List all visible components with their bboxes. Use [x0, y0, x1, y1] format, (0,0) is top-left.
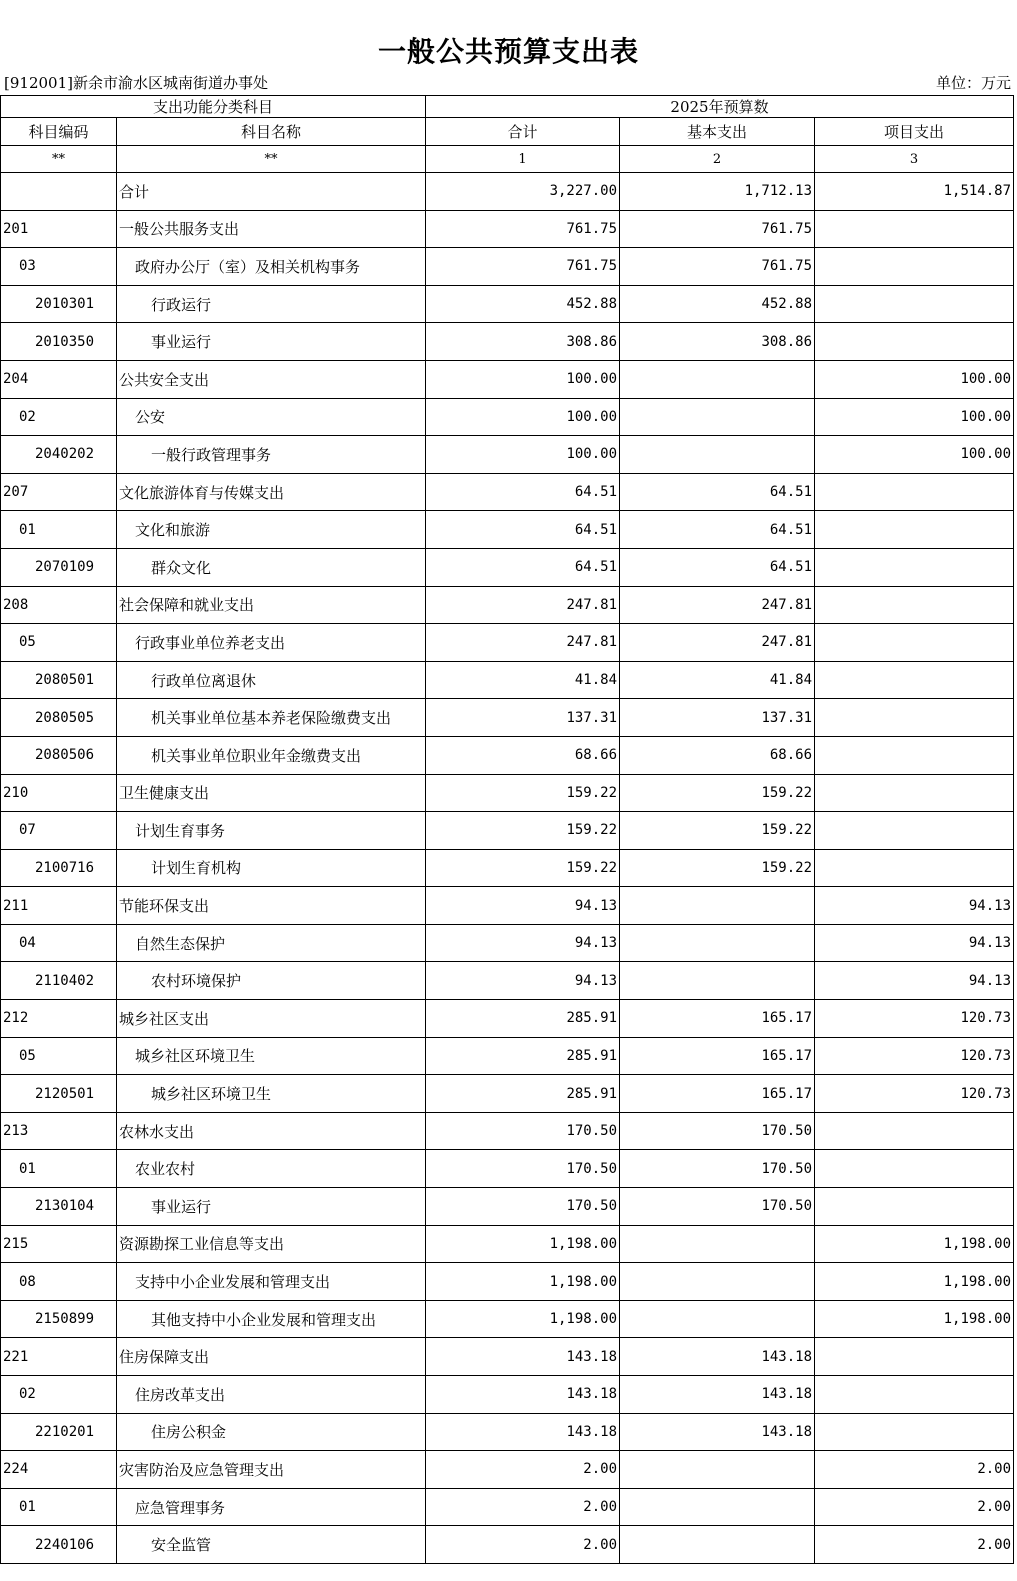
row-name: 住房保障支出 [117, 1338, 426, 1376]
table-row [1, 473, 1014, 511]
header-project: 项目支出 [815, 118, 1014, 146]
row-basic: 170.50 [620, 1150, 815, 1188]
row-project: 120.73 [815, 1037, 1014, 1075]
row-total: 761.75 [426, 248, 620, 286]
row-project: 2.00 [815, 1451, 1014, 1489]
row-basic: 64.51 [620, 473, 815, 511]
row-basic [620, 924, 815, 962]
row-code: 02 [1, 1376, 117, 1414]
row-code: 2100716 [1, 849, 117, 887]
row-total: 247.81 [426, 624, 620, 662]
row-project: 100.00 [815, 398, 1014, 436]
row-project: 2.00 [815, 1526, 1014, 1564]
row-name: 农村环境保护 [117, 962, 426, 1000]
row-total: 159.22 [426, 774, 620, 812]
row-total: 1,198.00 [426, 1300, 620, 1338]
row-name: 灾害防治及应急管理支出 [117, 1451, 426, 1489]
row-code: 201 [1, 210, 117, 248]
row-total: 285.91 [426, 1075, 620, 1113]
row-project [815, 285, 1014, 323]
row-project [815, 323, 1014, 361]
row-basic: 170.50 [620, 1188, 815, 1226]
row-name: 机关事业单位基本养老保险缴费支出 [117, 699, 426, 737]
row-project [815, 1150, 1014, 1188]
row-total: 100.00 [426, 360, 620, 398]
row-project [815, 1112, 1014, 1150]
row-project [815, 624, 1014, 662]
header-basic: 基本支出 [620, 118, 815, 146]
table-row [1, 812, 1014, 850]
row-basic [620, 1263, 815, 1301]
row-project [815, 1188, 1014, 1226]
row-project: 1,198.00 [815, 1263, 1014, 1301]
row-name: 文化和旅游 [117, 511, 426, 549]
row-total: 761.75 [426, 210, 620, 248]
row-name: 事业运行 [117, 323, 426, 361]
row-project [815, 661, 1014, 699]
row-project [815, 210, 1014, 248]
unit-label: 单位：万元 [935, 74, 1011, 92]
row-code: 2150899 [1, 1300, 117, 1338]
row-code: 204 [1, 360, 117, 398]
table-row [1, 774, 1014, 812]
header-code: 科目编码 [1, 118, 117, 146]
page-title: 一般公共预算支出表 [377, 35, 639, 68]
row-total: 170.50 [426, 1150, 620, 1188]
row-basic [620, 436, 815, 474]
table-row [1, 586, 1014, 624]
row-name: 其他支持中小企业发展和管理支出 [117, 1300, 426, 1338]
table-row [1, 398, 1014, 436]
row-name: 自然生态保护 [117, 924, 426, 962]
row-name: 文化旅游体育与传媒支出 [117, 473, 426, 511]
table-row [1, 1112, 1014, 1150]
row-total: 137.31 [426, 699, 620, 737]
row-total: 159.22 [426, 812, 620, 850]
table-row [1, 360, 1014, 398]
row-total: 2.00 [426, 1451, 620, 1489]
row-total: 3,227.00 [426, 173, 620, 211]
row-code: 03 [1, 248, 117, 286]
table-row [1, 624, 1014, 662]
row-name: 政府办公厅（室）及相关机构事务 [117, 248, 426, 286]
table-row [1, 1263, 1014, 1301]
row-basic: 247.81 [620, 586, 815, 624]
row-total: 143.18 [426, 1376, 620, 1414]
header-index-code: ** [1, 146, 117, 173]
row-name: 一般行政管理事务 [117, 436, 426, 474]
row-basic [620, 887, 815, 925]
table-row [1, 285, 1014, 323]
row-total: 308.86 [426, 323, 620, 361]
row-code: 215 [1, 1225, 117, 1263]
row-basic [620, 1488, 815, 1526]
row-name: 计划生育机构 [117, 849, 426, 887]
table-row [1, 1225, 1014, 1263]
row-total: 1,198.00 [426, 1225, 620, 1263]
row-project [815, 736, 1014, 774]
row-name: 支持中小企业发展和管理支出 [117, 1263, 426, 1301]
row-total: 143.18 [426, 1338, 620, 1376]
row-code: 208 [1, 586, 117, 624]
table-row [1, 1338, 1014, 1376]
row-code: 210 [1, 774, 117, 812]
row-code: 224 [1, 1451, 117, 1489]
row-code: 2110402 [1, 962, 117, 1000]
row-name: 合计 [117, 173, 426, 211]
row-project [815, 473, 1014, 511]
row-code: 2040202 [1, 436, 117, 474]
row-basic: 165.17 [620, 1000, 815, 1038]
row-total: 68.66 [426, 736, 620, 774]
row-name: 资源勘探工业信息等支出 [117, 1225, 426, 1263]
row-total: 64.51 [426, 473, 620, 511]
row-name: 行政事业单位养老支出 [117, 624, 426, 662]
row-code: 2240106 [1, 1526, 117, 1564]
row-name: 节能环保支出 [117, 887, 426, 925]
row-project: 94.13 [815, 887, 1014, 925]
row-basic: 761.75 [620, 248, 815, 286]
table-row [1, 1188, 1014, 1226]
table-row [1, 1075, 1014, 1113]
row-total: 143.18 [426, 1413, 620, 1451]
table-row [1, 924, 1014, 962]
row-name: 应急管理事务 [117, 1488, 426, 1526]
row-basic [620, 1451, 815, 1489]
row-basic: 308.86 [620, 323, 815, 361]
row-total: 285.91 [426, 1000, 620, 1038]
row-basic: 64.51 [620, 511, 815, 549]
table-row [1, 1376, 1014, 1414]
row-project: 1,514.87 [815, 173, 1014, 211]
table-row [1, 1526, 1014, 1564]
row-basic: 68.66 [620, 736, 815, 774]
row-total: 64.51 [426, 511, 620, 549]
row-project [815, 699, 1014, 737]
row-code: 213 [1, 1112, 117, 1150]
table-row [1, 736, 1014, 774]
row-basic [620, 1225, 815, 1263]
row-project: 100.00 [815, 436, 1014, 474]
row-project: 94.13 [815, 924, 1014, 962]
row-code: 2080501 [1, 661, 117, 699]
header-name: 科目名称 [117, 118, 426, 146]
table-row [1, 1037, 1014, 1075]
row-name: 行政单位离退休 [117, 661, 426, 699]
row-name: 城乡社区环境卫生 [117, 1037, 426, 1075]
row-project [815, 511, 1014, 549]
table-row [1, 1300, 1014, 1338]
row-project [815, 812, 1014, 850]
row-name: 社会保障和就业支出 [117, 586, 426, 624]
row-code: 02 [1, 398, 117, 436]
row-name: 计划生育事务 [117, 812, 426, 850]
row-project [815, 548, 1014, 586]
row-name: 农林水支出 [117, 1112, 426, 1150]
table-row [1, 699, 1014, 737]
row-basic [620, 962, 815, 1000]
table-row [1, 1000, 1014, 1038]
row-total: 452.88 [426, 285, 620, 323]
header-index-project: 3 [815, 146, 1014, 173]
row-code: 2070109 [1, 548, 117, 586]
row-code: 2210201 [1, 1413, 117, 1451]
header-index-name: ** [117, 146, 426, 173]
row-project: 1,198.00 [815, 1225, 1014, 1263]
row-project [815, 1338, 1014, 1376]
row-code: 2080505 [1, 699, 117, 737]
row-name: 机关事业单位职业年金缴费支出 [117, 736, 426, 774]
row-name: 安全监管 [117, 1526, 426, 1564]
row-project [815, 849, 1014, 887]
table-row [1, 849, 1014, 887]
table-row [1, 1451, 1014, 1489]
table-row [1, 962, 1014, 1000]
row-total: 2.00 [426, 1488, 620, 1526]
table-row [1, 1413, 1014, 1451]
row-project: 100.00 [815, 360, 1014, 398]
table-row [1, 323, 1014, 361]
row-name: 群众文化 [117, 548, 426, 586]
row-basic [620, 1526, 815, 1564]
row-name: 农业农村 [117, 1150, 426, 1188]
row-total: 2.00 [426, 1526, 620, 1564]
row-basic: 159.22 [620, 774, 815, 812]
table-row [1, 887, 1014, 925]
table-row [1, 1488, 1014, 1526]
table-row [1, 661, 1014, 699]
row-basic: 143.18 [620, 1376, 815, 1414]
row-name: 一般公共服务支出 [117, 210, 426, 248]
row-name: 事业运行 [117, 1188, 426, 1226]
row-project [815, 248, 1014, 286]
row-name: 公共安全支出 [117, 360, 426, 398]
row-basic [620, 360, 815, 398]
row-code: 211 [1, 887, 117, 925]
row-code: 01 [1, 1150, 117, 1188]
row-name: 住房改革支出 [117, 1376, 426, 1414]
row-code: 01 [1, 511, 117, 549]
row-basic: 143.18 [620, 1338, 815, 1376]
header-index-basic: 2 [620, 146, 815, 173]
row-total: 285.91 [426, 1037, 620, 1075]
table-row [1, 1150, 1014, 1188]
row-total: 41.84 [426, 661, 620, 699]
row-code: 2130104 [1, 1188, 117, 1226]
row-total: 159.22 [426, 849, 620, 887]
row-code: 05 [1, 1037, 117, 1075]
row-basic: 761.75 [620, 210, 815, 248]
row-project [815, 1376, 1014, 1414]
row-code: 207 [1, 473, 117, 511]
row-total: 94.13 [426, 962, 620, 1000]
table-row [1, 210, 1014, 248]
row-basic [620, 398, 815, 436]
row-code: 05 [1, 624, 117, 662]
table-row [1, 436, 1014, 474]
row-name: 城乡社区支出 [117, 1000, 426, 1038]
row-total: 64.51 [426, 548, 620, 586]
organization-label: [912001]新余市渝水区城南街道办事处 [4, 74, 268, 92]
row-basic: 247.81 [620, 624, 815, 662]
row-project: 94.13 [815, 962, 1014, 1000]
row-total: 100.00 [426, 398, 620, 436]
row-code: 2010301 [1, 285, 117, 323]
row-code: 04 [1, 924, 117, 962]
row-basic: 159.22 [620, 849, 815, 887]
row-basic: 165.17 [620, 1037, 815, 1075]
row-project [815, 586, 1014, 624]
row-basic: 137.31 [620, 699, 815, 737]
row-total: 1,198.00 [426, 1263, 620, 1301]
row-basic: 143.18 [620, 1413, 815, 1451]
header-index-total: 1 [426, 146, 620, 173]
table-body [1, 173, 1014, 1564]
row-total: 170.50 [426, 1112, 620, 1150]
row-total: 94.13 [426, 887, 620, 925]
header-total: 合计 [426, 118, 620, 146]
row-basic [620, 1300, 815, 1338]
row-name: 城乡社区环境卫生 [117, 1075, 426, 1113]
row-basic: 170.50 [620, 1112, 815, 1150]
row-project [815, 1413, 1014, 1451]
row-project: 120.73 [815, 1075, 1014, 1113]
row-name: 住房公积金 [117, 1413, 426, 1451]
table-row [1, 511, 1014, 549]
row-basic: 41.84 [620, 661, 815, 699]
row-total: 94.13 [426, 924, 620, 962]
row-basic: 452.88 [620, 285, 815, 323]
row-code [1, 173, 117, 211]
row-code: 08 [1, 1263, 117, 1301]
row-code: 01 [1, 1488, 117, 1526]
row-basic: 64.51 [620, 548, 815, 586]
row-name: 行政运行 [117, 285, 426, 323]
row-project [815, 774, 1014, 812]
row-project: 2.00 [815, 1488, 1014, 1526]
row-code: 2120501 [1, 1075, 117, 1113]
row-code: 212 [1, 1000, 117, 1038]
row-code: 07 [1, 812, 117, 850]
row-project: 120.73 [815, 1000, 1014, 1038]
row-code: 2080506 [1, 736, 117, 774]
row-basic: 165.17 [620, 1075, 815, 1113]
row-total: 100.00 [426, 436, 620, 474]
table-row [1, 173, 1014, 211]
row-code: 221 [1, 1338, 117, 1376]
row-basic: 159.22 [620, 812, 815, 850]
table-row [1, 248, 1014, 286]
row-code: 2010350 [1, 323, 117, 361]
row-basic: 1,712.13 [620, 173, 815, 211]
table-row [1, 548, 1014, 586]
row-name: 卫生健康支出 [117, 774, 426, 812]
row-project: 1,198.00 [815, 1300, 1014, 1338]
row-total: 170.50 [426, 1188, 620, 1226]
budget-table [0, 95, 1014, 1564]
header-budget-year: 2025年预算数 [426, 96, 1014, 118]
row-total: 247.81 [426, 586, 620, 624]
header-function-classification: 支出功能分类科目 [1, 96, 426, 118]
row-name: 公安 [117, 398, 426, 436]
